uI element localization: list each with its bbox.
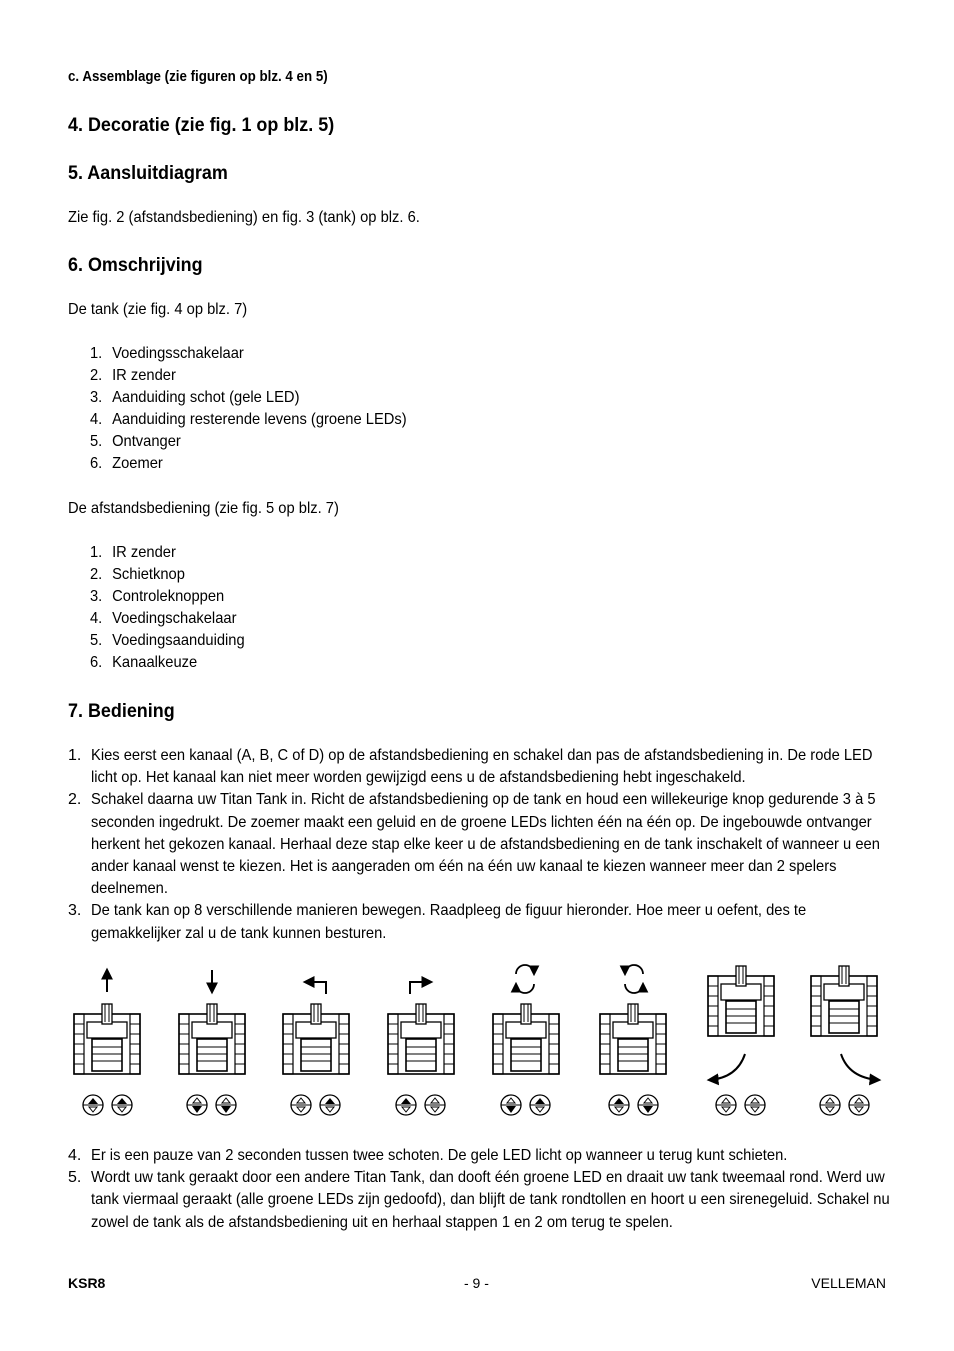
list-item: 5. Voedingsaanduiding <box>90 632 245 649</box>
list-item: 1. IR zender <box>90 544 176 561</box>
tank-parts-list <box>90 343 434 475</box>
footer-page-number: - 9 - <box>464 1275 489 1291</box>
figure-curve-right <box>811 966 879 1115</box>
list-item: 3. Aanduiding schot (gele LED) <box>90 389 300 406</box>
aansluit-text: Zie fig. 2 (afstandsbediening) en fig. 3 (tank) op blz. 6. <box>68 209 420 226</box>
figure-rotate-right <box>600 965 666 1115</box>
heading-aansluitdiagram: 5. Aansluitdiagram <box>68 162 228 184</box>
figure-rotate-left <box>493 965 559 1115</box>
list-item: 5. Wordt uw tank geraakt door een andere Titan Tank, dan dooft één groene LED en draait uw tank tweemaal rond. Werd uw tank viermaal geraakt (alle groene LEDs zijn gedoofd), dan blijft de tank rondtollen en hoort u een sirenegeluid. Schakel nu zowel de tank als de afstandsbediening uit en herhaal stappen 1 en 2 om terug te spelen. <box>68 1169 890 1231</box>
list-item: 3. De tank kan op 8 verschillende manieren bewegen. Raadpleeg de figuur hieronder. Hoe meer u oefent, des te gemakkelijker zal u de tank kunnen besturen. <box>68 902 807 942</box>
rotate-left-icon <box>516 965 534 993</box>
footer-brand: VELLEMAN <box>811 1275 886 1291</box>
figure-turn-right <box>388 982 454 1115</box>
movement-figures <box>60 962 900 1127</box>
footer-model: KSR8 <box>68 1275 106 1291</box>
heading-omschrijving: 6. Omschrijving <box>68 254 203 276</box>
figure-curve-left <box>708 966 774 1115</box>
list-item: 6. Kanaalkeuze <box>90 654 198 671</box>
heading-decoratie: 4. Decoratie (zie fig. 1 op blz. 5) <box>68 114 335 136</box>
list-item: 4. Er is een pauze van 2 seconden tussen twee schoten. De gele LED licht op wanneer u terug kunt schieten. <box>68 1147 788 1164</box>
list-item: 4. Voedingschakelaar <box>90 610 237 627</box>
list-item: 2. Schietknop <box>90 566 185 583</box>
curve-right-icon <box>841 1054 879 1080</box>
list-item: 5. Ontvanger <box>90 433 181 450</box>
turn-right-icon <box>410 982 431 994</box>
section-c-heading: c. Assemblage (zie figuren op blz. 4 en 5) <box>68 69 328 85</box>
list-item: 2. IR zender <box>90 367 176 384</box>
list-item: 6. Zoemer <box>90 455 163 472</box>
remote-parts-list <box>90 542 258 674</box>
figure-backward <box>179 970 245 1115</box>
figure-turn-left <box>283 982 349 1115</box>
list-item: 2. Schakel daarna uw Titan Tank in. Richt de afstandsbediening op de tank en houd een willekeurige knop gedurende 3 à 5 seconden ingedrukt. De zoemer maakt een geluid en de groene LEDs lichten één na één op. De ingebouwde ontvanger herkent het gekozen kanaal. Herhaal deze stap elke keer u de afstandsbediening en de tank inschakelt of wanneer u een ander kanaal wenst te kiezen. Het is aangeraden om één na één uw kanaal te kiezen wanneer meer dan 2 spelers deelnemen. <box>68 791 880 898</box>
list-item: 1. Voedingsschakelaar <box>90 345 244 362</box>
figure-forward <box>74 970 140 1115</box>
heading-bediening: 7. Bediening <box>68 700 175 722</box>
turn-left-icon <box>305 982 326 994</box>
list-item: 4. Aanduiding resterende levens (groene LEDs) <box>90 411 407 428</box>
rotate-right-icon <box>625 965 643 993</box>
operation-steps-b <box>68 1145 898 1234</box>
operation-steps-a <box>68 745 898 945</box>
list-item: 3. Controleknoppen <box>90 588 225 605</box>
remote-intro: De afstandsbediening (zie fig. 5 op blz. 7) <box>68 500 339 517</box>
tank-intro: De tank (zie fig. 4 op blz. 7) <box>68 301 248 318</box>
curve-left-icon <box>709 1054 745 1080</box>
list-item: 1. Kies eerst een kanaal (A, B, C of D) op de afstandsbediening en schakel dan pas de afstandsbediening in. De rode LED licht op. Het kanaal kan niet meer worden gewijzigd eens u de afstandsbediening hebt ingeschakeld. <box>68 747 873 787</box>
